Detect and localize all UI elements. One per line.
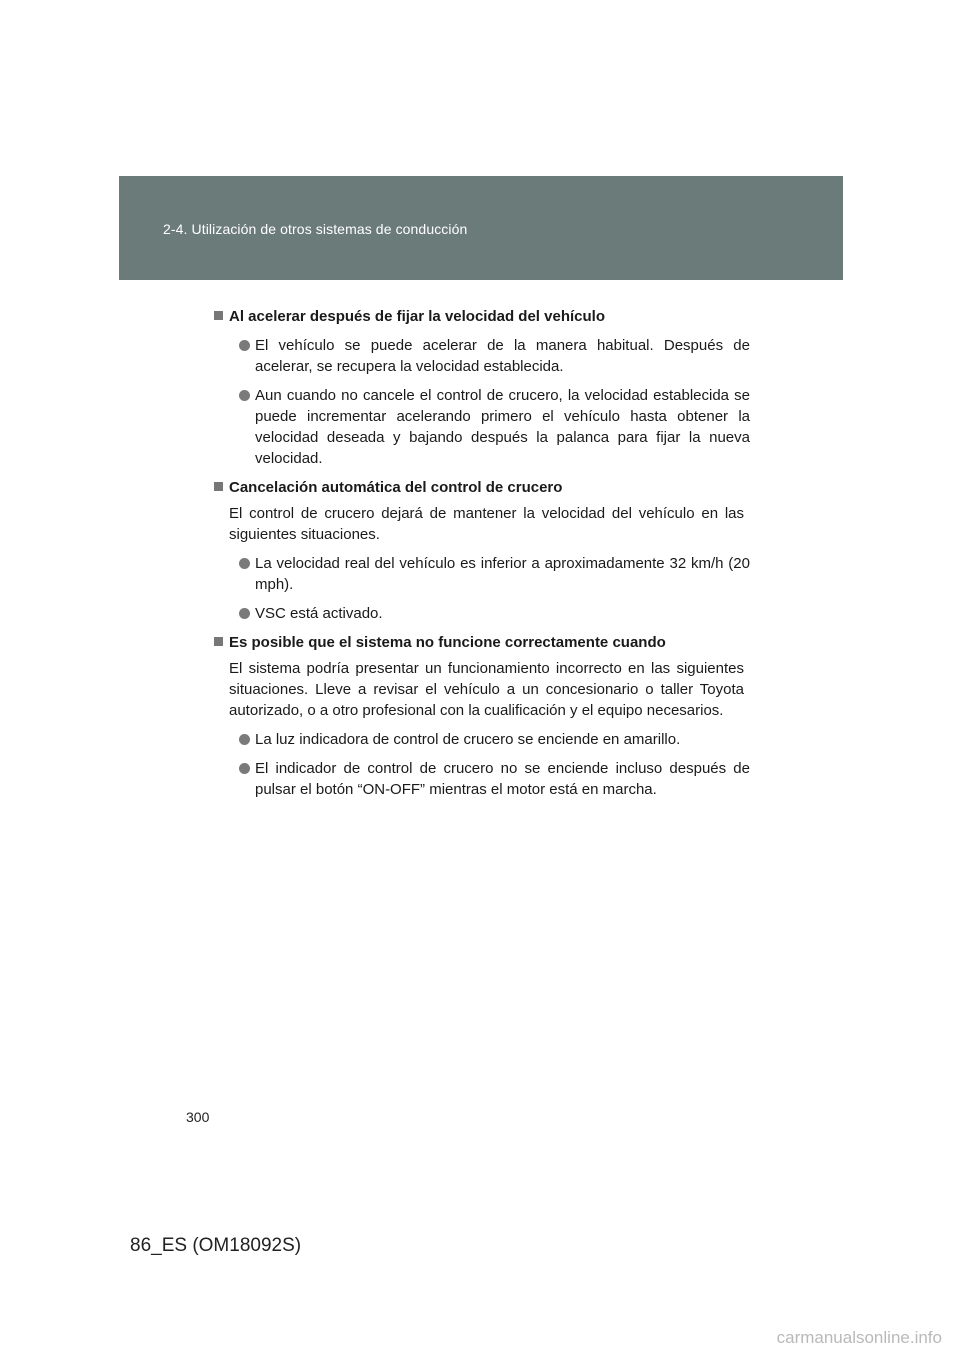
round-bullet-icon <box>239 763 250 774</box>
section-heading-text: Cancelación automática del control de crucero <box>229 479 563 496</box>
section-heading <box>214 632 744 653</box>
section-heading-text: Al acelerar después de fijar la velocidad del vehículo <box>229 308 605 325</box>
list-item-text: El indicador de control de crucero no se enciende incluso después de pulsar el botón “ON-OFF” mientras el motor está en marcha. <box>255 760 750 798</box>
watermark: carmanualsonline.info <box>776 1328 942 1347</box>
section-heading <box>214 306 744 327</box>
list-item <box>229 758 750 800</box>
list-item <box>229 335 750 377</box>
round-bullet-icon <box>239 558 250 569</box>
round-bullet-icon <box>239 340 250 351</box>
list-item-text: El vehículo se puede acelerar de la manera habitual. Después de acelerar, se recupera la velocidad establecida. <box>255 337 750 375</box>
section-title: 2-4. Utilización de otros sistemas de conducción <box>163 221 468 237</box>
document-code: 86_ES (OM18092S) <box>130 1235 302 1256</box>
list-item <box>229 729 750 750</box>
section-paragraph: El sistema podría presentar un funcionamiento incorrecto en las siguientes situaciones. Lleve a revisar el vehículo a un concesionario o taller Toyota autorizado, o a otro profesional con la cualificación y el equipo necesarios. <box>229 660 744 719</box>
list-item-text: Aun cuando no cancele el control de crucero, la velocidad establecida se puede incrementar acelerando primero el vehículo hasta obtener la velocidad deseada y bajando después la palanca para fijar la nueva velocidad. <box>255 387 750 467</box>
square-bullet-icon <box>214 311 223 320</box>
section-paragraph: El control de crucero dejará de mantener la velocidad del vehículo en las siguientes situaciones. <box>229 505 744 543</box>
square-bullet-icon <box>214 482 223 491</box>
round-bullet-icon <box>239 608 250 619</box>
page-number: 300 <box>186 1109 210 1125</box>
list-item-text: La luz indicadora de control de crucero se enciende en amarillo. <box>255 731 681 748</box>
round-bullet-icon <box>239 390 250 401</box>
list-item <box>229 385 750 469</box>
list-item-text: La velocidad real del vehículo es inferior a aproximadamente 32 km/h (20 mph). <box>255 555 750 593</box>
section-heading <box>214 477 744 498</box>
page-content <box>214 306 750 800</box>
list-item-text: VSC está activado. <box>255 605 383 622</box>
list-item <box>229 553 750 595</box>
round-bullet-icon <box>239 734 250 745</box>
list-item <box>229 603 750 624</box>
section-heading-text: Es posible que el sistema no funcione correctamente cuando <box>229 634 666 651</box>
square-bullet-icon <box>214 637 223 646</box>
